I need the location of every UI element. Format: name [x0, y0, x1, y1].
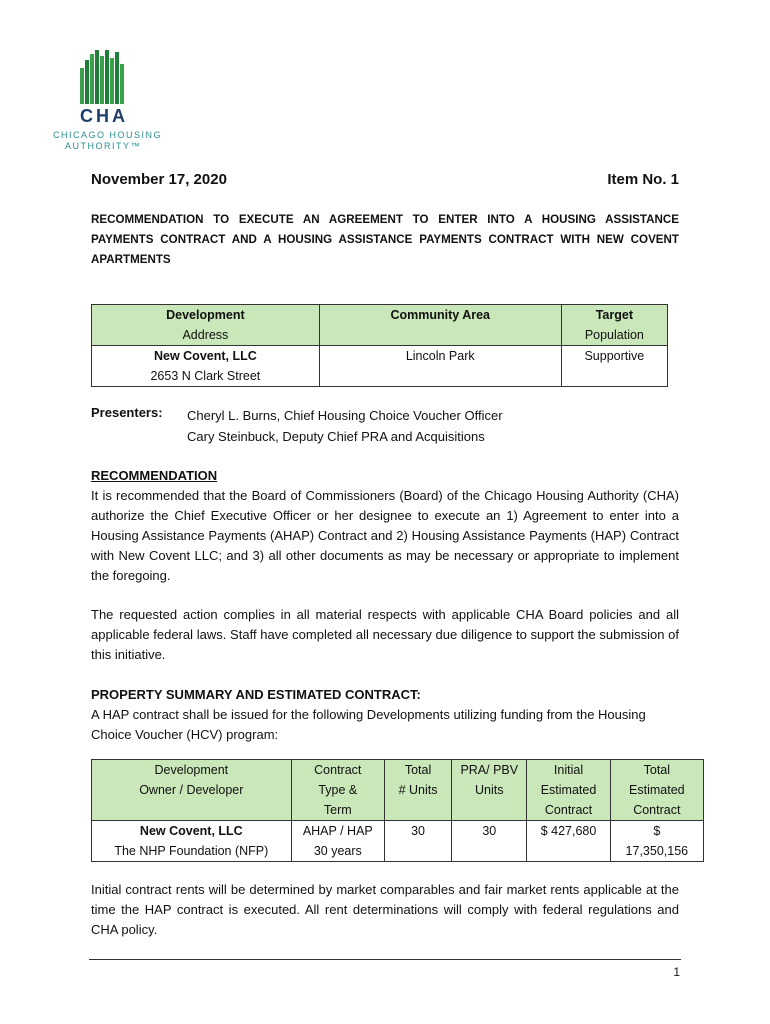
contract-table [91, 759, 704, 862]
meeting-date: November 17, 2020 [91, 171, 227, 188]
cell-total-amount: 17,350,156 [625, 844, 689, 858]
presenters-label: Presenters: [91, 405, 163, 420]
compliance-text: The requested action complies in all material respects with applicable CHA Board policies and all applicable federal laws. Staff have completed all necessary due diligence to support the submission of this initiative. [91, 607, 679, 662]
header-total-contract: Contract [633, 803, 681, 817]
logo-abbr: CHA [80, 106, 128, 126]
footer-divider [89, 959, 681, 960]
header-contract: Contract [314, 763, 362, 777]
header-target: Target [595, 308, 633, 322]
header-units: # Units [398, 783, 438, 797]
header-development: Development [154, 763, 229, 777]
header-pra-units: Units [475, 783, 504, 797]
recommendation-heading: RECOMMENDATION [91, 468, 218, 483]
cell-contract-type: AHAP / HAP [302, 824, 373, 838]
cell-pra-units: 30 [452, 821, 527, 862]
cell-development: New Covent, LLC [139, 824, 243, 838]
logo-line1: CHICAGO HOUSING [53, 130, 163, 140]
header-initial-contract: Contract [544, 803, 593, 817]
header-total-est: Total [643, 763, 671, 777]
header-population: Population [584, 328, 644, 342]
logo-line2: AUTHORITY™ [65, 141, 142, 151]
header-address: Address [182, 328, 229, 342]
header-initial: Initial [553, 763, 584, 777]
cell-community-area: Lincoln Park [319, 346, 561, 387]
cell-population: Supportive [561, 346, 667, 387]
closing-text: Initial contract rents will be determined by market comparables and fair market rents applicable at the time the HAP contract is executed. All rent determinations will comply with federal regulations and CHA policy. [91, 882, 679, 937]
property-heading: PROPERTY SUMMARY AND ESTIMATED CONTRACT: [91, 687, 421, 702]
header-total-estimated: Estimated [629, 783, 685, 797]
cell-total-units: 30 [384, 821, 451, 862]
cell-total-currency: $ [653, 824, 661, 838]
page-number: 1 [673, 965, 680, 979]
cell-initial-contract: $ 427,680 [527, 821, 610, 862]
header-development: Development [166, 308, 245, 322]
header-owner: Owner / Developer [139, 783, 244, 797]
header-term: Term [323, 803, 352, 817]
cell-address: 2653 N Clark Street [150, 369, 261, 383]
cell-development: New Covent, LLC [153, 349, 257, 363]
cell-contract-term: 30 years [313, 844, 362, 858]
presenter-2: Cary Steinbuck, Deputy Chief PRA and Acquisitions [187, 429, 485, 444]
item-number: Item No. 1 [607, 171, 679, 188]
document-title: RECOMMENDATION TO EXECUTE AN AGREEMENT TO ENTER INTO A HOUSING ASSISTANCE PAYMENTS CONTRACT AND A HOUSING ASSISTANCE PAYMENTS CONTRACT WITH NEW COVENT APARTMENTS [91, 213, 679, 266]
presenter-1: Cheryl L. Burns, Chief Housing Choice Voucher Officer [187, 408, 503, 423]
property-text: A HAP contract shall be issued for the following Developments utilizing funding from the Housing Choice Voucher (HCV) program: [91, 707, 646, 742]
header-pra-pbv: PRA/ PBV [460, 763, 519, 777]
header-type: Type & [318, 783, 358, 797]
presenters-list [187, 405, 503, 447]
cell-owner: The NHP Foundation (NFP) [114, 844, 269, 858]
recommendation-text: It is recommended that the Board of Commissioners (Board) of the Chicago Housing Authority (CHA) authorize the Chief Executive Officer or her designee to execute an 1) Agreement to enter into a Housing Assistance Payments (AHAP) Contract and 2) Housing Assistance Payments (HAP) Contract with New Covent LLC; and 3) all other documents as may be necessary or appropriate to implement the foregoing. [91, 488, 679, 583]
header-initial-estimated: Estimated [540, 783, 597, 797]
header-community-area: Community Area [319, 305, 561, 346]
header-total: Total [404, 763, 432, 777]
development-table [91, 304, 668, 387]
